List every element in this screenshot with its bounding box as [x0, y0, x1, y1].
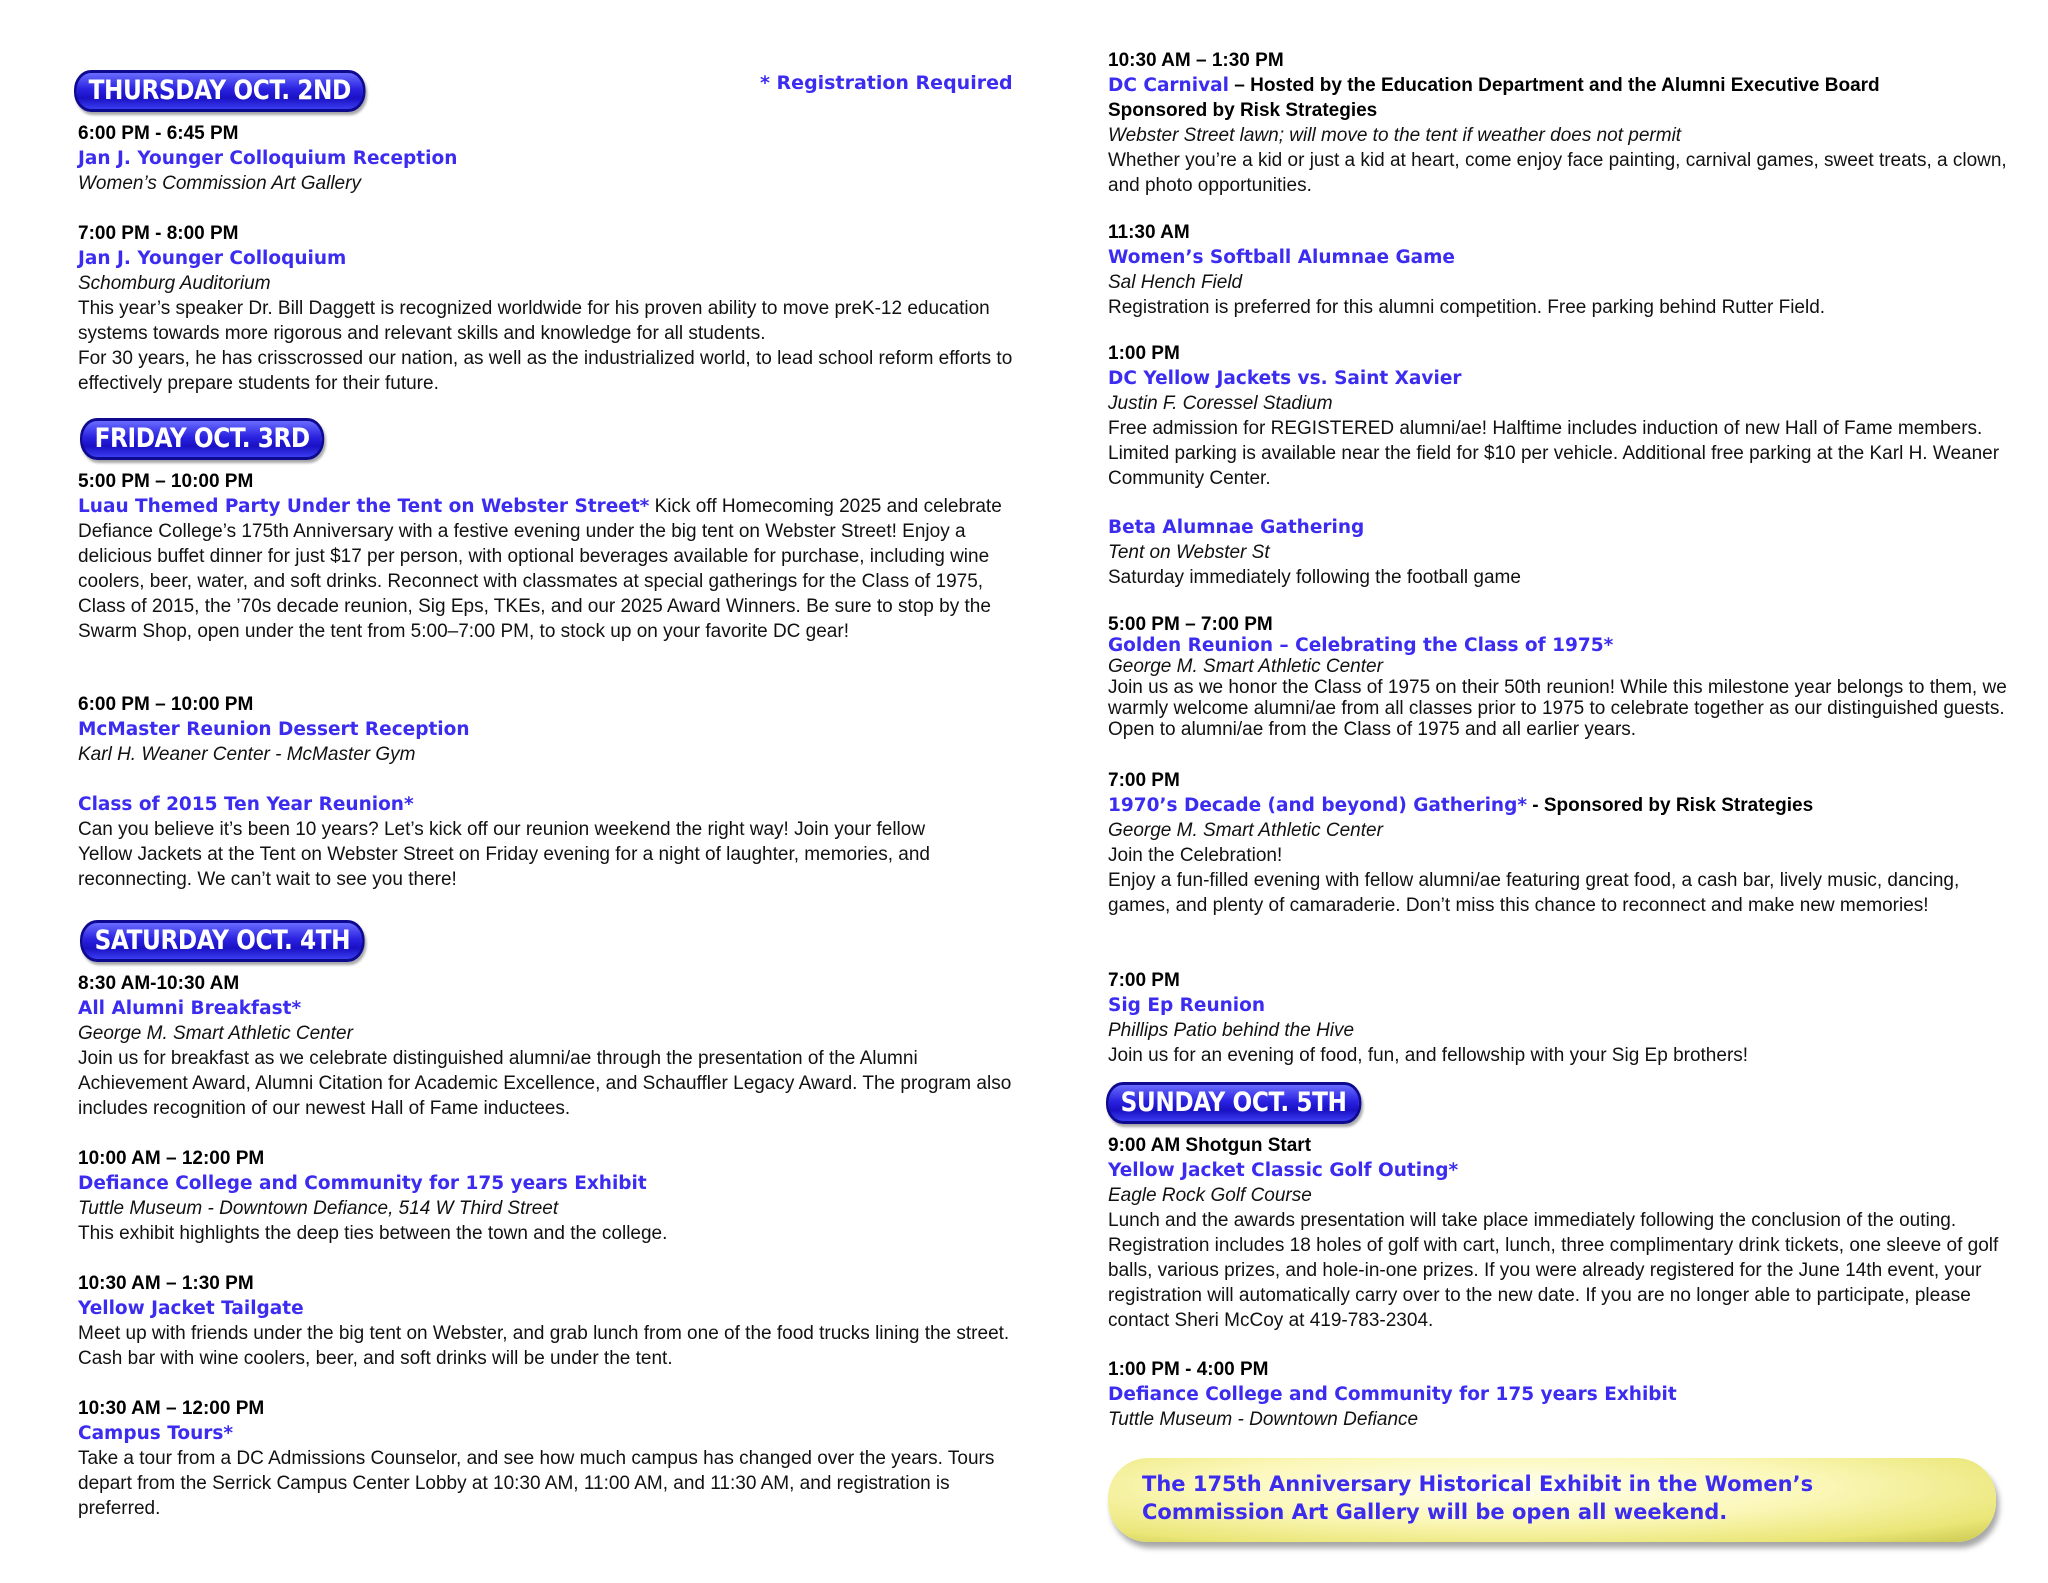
event-location: Tuttle Museum - Downtown Defiance: [1108, 1409, 1419, 1430]
event-location: George M. Smart Athletic Center: [1108, 820, 1383, 841]
event-saturday-6: [1108, 220, 2008, 320]
event-friday-3: [78, 792, 978, 892]
event-description: Whether you’re a kid or just a kid at heart, come enjoy face painting, carnival games, sweet treats, a clown, and photo opportunities.: [1108, 150, 2007, 196]
event-description: Free admission for REGISTERED alumni/ae! Halftime includes induction of new Hall of Fame members. Limited parking is available near the field for $10 per vehicle. Additional free parking at the Karl H. Weaner Community Center.: [1108, 418, 2000, 489]
registration-required-note: * Registration Required: [760, 72, 1013, 94]
event-title[interactable]: Defiance College and Community for 175 years Exhibit: [1108, 1384, 1677, 1405]
event-time: 9:00 AM Shotgun Start: [1108, 1135, 1312, 1156]
event-location: Tuttle Museum - Downtown Defiance, 514 W Third Street: [78, 1198, 559, 1219]
event-title[interactable]: Jan J. Younger Colloquium: [78, 248, 347, 269]
event-saturday-8: [1108, 515, 2008, 590]
event-description: Kick off Homecoming 2025 and celebrate Defiance College’s 175th Anniversary with a festive evening under the big tent on Webster Street! Enjoy a delicious buffet dinner for just $17 per person, with optional beverages available for purchase, including wine coolers, beer, water, and soft drinks. Reconnect with classmates at special gatherings for the Class of 1975, Class of 2015, the ’70s decade reunion, Sig Eps, TKEs, and our 2025 Award Winners. Be sure to stop by the Swarm Shop, open under the tent from 5:00–7:00 PM, to stock up on your favorite DC gear!: [78, 496, 1002, 642]
event-description: Take a tour from a DC Admissions Counselor, and see how much campus has changed over the years. Tours depart from the Serrick Campus Center Lobby at 10:30 AM, 11:00 AM, and 11:30 AM, and registration is preferred.: [78, 1448, 995, 1519]
event-description: This year’s speaker Dr. Bill Daggett is recognized worldwide for his proven ability to move preK-12 education systems towards more rigorous and relevant skills and knowledge for all students.: [78, 298, 990, 344]
event-time: 10:30 AM – 1:30 PM: [1108, 50, 1284, 71]
event-saturday-2: [78, 1146, 1013, 1246]
event-time: 11:30 AM: [1108, 222, 1190, 243]
event-description: Join us for an evening of food, fun, and fellowship with your Sig Ep brothers!: [1108, 1045, 1749, 1066]
sunday-header: SUNDAY OCT. 5TH: [1106, 1082, 1361, 1124]
event-description: Join us for breakfast as we celebrate distinguished alumni/ae through the presentation of the Alumni Achievement Award, Alumni Citation for Academic Excellence, and Schauffler Legacy Award. The program also includes recognition of our newest Hall of Fame inductees.: [78, 1048, 1012, 1119]
event-description: Can you believe it’s been 10 years? Let’s kick off our reunion weekend the right way! Join your fellow Yellow Jackets at the Tent on Webster Street on Friday evening for a night of laughter, memories, and reconnecting. We can’t wait to see you there!: [78, 819, 930, 890]
event-title[interactable]: All Alumni Breakfast*: [78, 998, 302, 1019]
event-title[interactable]: Golden Reunion – Celebrating the Class of 1975*: [1108, 635, 1614, 656]
day-header-thursday: [74, 70, 413, 112]
event-saturday-9: [1108, 614, 2008, 740]
event-title[interactable]: DC Yellow Jackets vs. Saint Xavier: [1108, 368, 1462, 389]
event-friday-2: [78, 692, 1013, 767]
event-title[interactable]: McMaster Reunion Dessert Reception: [78, 719, 470, 740]
event-sponsor: Sponsored by Risk Strategies: [1108, 100, 1378, 121]
event-title-suffix: - Sponsored by Risk Strategies: [1527, 795, 1814, 816]
event-title[interactable]: Beta Alumnae Gathering: [1108, 517, 1365, 538]
event-sunday-2: [1108, 1357, 2008, 1432]
event-saturday-5: [1108, 48, 2008, 198]
event-description: This exhibit highlights the deep ties between the town and the college.: [78, 1223, 668, 1244]
exhibit-banner-text: The 175th Anniversary Historical Exhibit in the Women’s Commission Art Gallery will be open all weekend.: [1142, 1472, 1814, 1524]
event-title-suffix: – Hosted by the Education Department and the Alumni Executive Board: [1228, 75, 1880, 96]
event-time: 8:30 AM-10:30 AM: [78, 973, 240, 994]
day-header-sunday: [1106, 1082, 1403, 1124]
event-description: Saturday immediately following the football game: [1108, 567, 1521, 588]
event-location: George M. Smart Athletic Center: [78, 1023, 353, 1044]
event-location: George M. Smart Athletic Center: [1108, 656, 1383, 677]
event-time: 10:30 AM – 1:30 PM: [78, 1273, 254, 1294]
event-time: 7:00 PM - 8:00 PM: [78, 223, 239, 244]
event-title[interactable]: Class of 2015 Ten Year Reunion*: [78, 794, 414, 815]
event-time: 10:00 AM – 12:00 PM: [78, 1148, 265, 1169]
exhibit-banner: [1108, 1458, 1996, 1542]
event-location: Tent on Webster St: [1108, 542, 1270, 563]
event-title[interactable]: Yellow Jacket Classic Golf Outing*: [1108, 1160, 1459, 1181]
event-location: Justin F. Coressel Stadium: [1108, 393, 1333, 414]
day-header-friday: [80, 418, 364, 460]
event-description: Meet up with friends under the big tent on Webster, and grab lunch from one of the food trucks lining the street. Cash bar with wine coolers, beer, and soft drinks will be under the tent.: [78, 1323, 1010, 1369]
event-description: Join the Celebration!: [1108, 845, 1283, 866]
event-title[interactable]: Sig Ep Reunion: [1108, 995, 1266, 1016]
event-time: 6:00 PM – 10:00 PM: [78, 694, 254, 715]
event-thursday-1: [78, 121, 1013, 196]
event-saturday-11: [1108, 968, 2008, 1068]
event-title[interactable]: Campus Tours*: [78, 1423, 234, 1444]
event-title[interactable]: Jan J. Younger Colloquium Reception: [78, 148, 458, 169]
event-time: 7:00 PM: [1108, 970, 1180, 991]
event-title[interactable]: DC Carnival: [1108, 75, 1229, 96]
day-header-saturday: [80, 920, 411, 962]
event-time: 1:00 PM - 4:00 PM: [1108, 1359, 1269, 1380]
event-time: 5:00 PM – 7:00 PM: [1108, 614, 1273, 635]
event-saturday-4: [78, 1396, 1013, 1521]
saturday-header: SATURDAY OCT. 4TH: [80, 920, 365, 962]
event-title[interactable]: Defiance College and Community for 175 years Exhibit: [78, 1173, 647, 1194]
event-saturday-1: [78, 971, 1013, 1121]
event-saturday-10: [1108, 768, 2008, 918]
event-description: Lunch and the awards presentation will take place immediately following the conclusion of the outing. Registration includes 18 holes of golf with cart, lunch, three complimentary drink tickets, one sleeve of golf balls, various prizes, and hole-in-one prizes. If you were already registered for the June 14th event, your registration will automatically carry over to the new date. If you are no longer able to participate, please contact Sheri McCoy at 419-783-2304.: [1108, 1210, 1999, 1331]
event-title[interactable]: 1970’s Decade (and beyond) Gathering*: [1108, 795, 1527, 816]
event-time: 5:00 PM – 10:00 PM: [78, 471, 254, 492]
event-time: 6:00 PM - 6:45 PM: [78, 123, 239, 144]
event-location: Sal Hench Field: [1108, 272, 1243, 293]
event-location: Eagle Rock Golf Course: [1108, 1185, 1312, 1206]
event-location: Webster Street lawn; will move to the tent if weather does not permit: [1108, 125, 1682, 146]
friday-header: FRIDAY OCT. 3RD: [80, 418, 324, 460]
event-location: Phillips Patio behind the Hive: [1108, 1020, 1355, 1041]
event-title[interactable]: Luau Themed Party Under the Tent on Webster Street*: [78, 496, 650, 517]
thursday-header: THURSDAY OCT. 2ND: [74, 70, 365, 112]
event-time: 1:00 PM: [1108, 343, 1180, 364]
event-location: Karl H. Weaner Center - McMaster Gym: [78, 744, 416, 765]
event-time: 10:30 AM – 12:00 PM: [78, 1398, 265, 1419]
event-saturday-3: [78, 1271, 1013, 1371]
event-saturday-7: [1108, 341, 2008, 491]
event-description: Registration is preferred for this alumni competition. Free parking behind Rutter Field.: [1108, 297, 1826, 318]
event-description: Join us as we honor the Class of 1975 on their 50th reunion! While this milestone year belongs to them, we warmly welcome alumni/ae from all classes prior to 1975 to celebrate together as our distinguished guests. Open to alumni/ae from the Class of 1975 and all earlier years.: [1108, 677, 2007, 740]
event-location: Women’s Commission Art Gallery: [78, 173, 361, 194]
event-title[interactable]: Women’s Softball Alumnae Game: [1108, 247, 1455, 268]
event-sunday-1: [1108, 1133, 2008, 1333]
event-title[interactable]: Yellow Jacket Tailgate: [78, 1298, 304, 1319]
event-description: Enjoy a fun-filled evening with fellow alumni/ae featuring great food, a cash bar, lively music, dancing, games, and plenty of camaraderie. Don’t miss this chance to reconnect and make new memories!: [1108, 870, 1960, 916]
event-location: Schomburg Auditorium: [78, 273, 271, 294]
event-time: 7:00 PM: [1108, 770, 1180, 791]
event-friday-1: [78, 469, 1013, 644]
event-thursday-2: [78, 221, 1013, 396]
event-description: For 30 years, he has crisscrossed our nation, as well as the industrialized world, to lead school reform efforts to effectively prepare students for their future.: [78, 348, 1013, 394]
